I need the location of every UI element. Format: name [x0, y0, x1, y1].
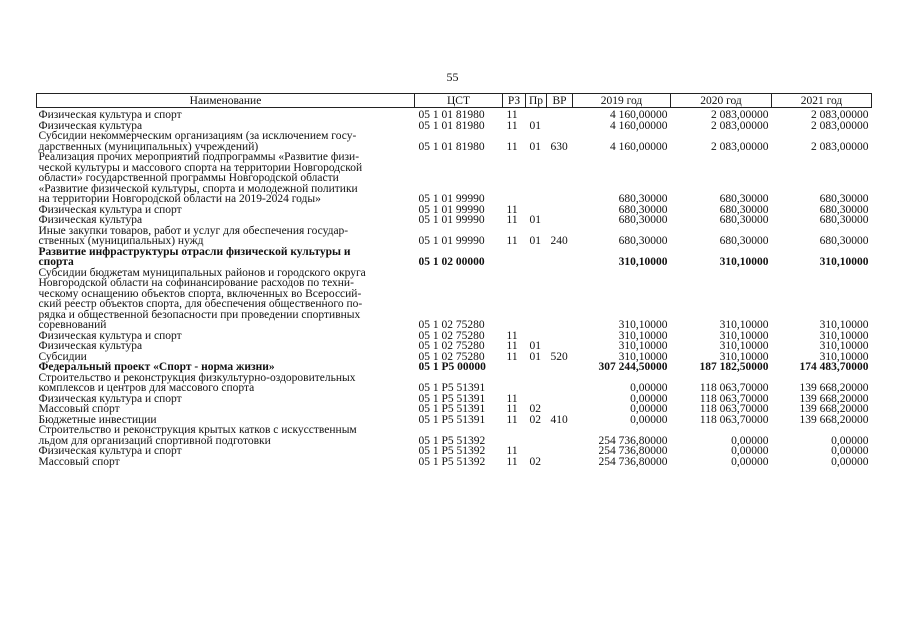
cell-2020: 310,10000 [719, 329, 769, 342]
cell-pr [526, 268, 547, 331]
table-row [37, 404, 872, 415]
header-cst: ЦСТ [415, 94, 503, 108]
cell-2021: 680,30000 [819, 203, 869, 216]
cell-cst: 05 1 01 99990 [418, 214, 485, 226]
cell-rz: 11 [506, 340, 518, 352]
table-row [37, 226, 872, 247]
cell-rz: 11 [506, 392, 518, 405]
table-body [37, 108, 872, 468]
cell-cst: 05 1 P5 51392 [418, 434, 486, 447]
cell-2019: 4 160,00000 [610, 109, 668, 121]
cell-vr [547, 121, 573, 132]
cell-name: Физическая культура и спорт [38, 329, 182, 342]
cell-2021: 2 083,00000 [811, 140, 869, 153]
cell-pr: 02 [529, 455, 541, 468]
table-row [37, 362, 872, 373]
cell-2021: 174 483,70000 [799, 361, 869, 373]
cell-cst: 05 1 P5 51391 [418, 382, 486, 394]
table-row [37, 446, 872, 457]
header-name: Наименование [37, 94, 415, 108]
cell-name: Физическая культура [38, 119, 143, 132]
cell-vr [547, 247, 573, 268]
cell-name: Физическая культура и спорт [38, 445, 182, 457]
cell-vr: 410 [550, 413, 568, 426]
cell-vr [547, 215, 573, 226]
table-row [37, 425, 872, 446]
cell-rz: 11 [506, 119, 518, 132]
cell-2020: 680,30000 [719, 214, 769, 226]
cell-pr [526, 425, 547, 446]
cell-cst: 05 1 P5 51391 [418, 413, 486, 426]
cell-2021: 310,10000 [819, 256, 869, 268]
cell-cst: 05 1 P5 51392 [418, 455, 486, 468]
cell-name: Строительство и реконструкция физкультурно-оздоровительных комплексов и центров для массового спорта [38, 371, 356, 394]
cell-name: Реализация прочих мероприятий подпрограммы «Развитие физи- ческой культуры и массового спорта на территории Новгородской области» государственной программы Новгородской области «Развитие физической культуры, спорта и молодежной политики на территории Новгородской области на 2019-2024 годы» [38, 151, 363, 205]
cell-vr [547, 108, 573, 121]
cell-2020: 680,30000 [719, 235, 769, 247]
header-pr: Пр [526, 94, 547, 108]
cell-pr [526, 373, 547, 394]
cell-rz: 11 [506, 445, 518, 457]
cell-2019: 4 160,00000 [610, 119, 668, 132]
cell-2020: 680,30000 [719, 193, 769, 205]
cell-vr [547, 362, 573, 373]
cell-2020: 0,00000 [731, 455, 769, 468]
cell-cst: 05 1 02 75280 [418, 329, 485, 342]
cell-2020: 2 083,00000 [711, 109, 769, 121]
cell-vr [547, 404, 573, 415]
cell-cst: 05 1 P5 51392 [418, 445, 486, 457]
cell-cst: 05 1 P5 51391 [418, 392, 486, 405]
cell-pr: 01 [529, 140, 541, 153]
cell-vr [547, 373, 573, 394]
cell-name: Массовый спорт [38, 455, 120, 468]
cell-2020: 310,10000 [719, 340, 769, 352]
cell-vr [547, 268, 573, 331]
table-row [37, 373, 872, 394]
cell-2020: 310,10000 [719, 350, 769, 363]
cell-rz [503, 425, 526, 446]
cell-vr [547, 152, 573, 205]
cell-vr: 240 [550, 235, 568, 247]
cell-2021: 139 668,20000 [799, 382, 869, 394]
cell-2020: 680,30000 [719, 203, 769, 216]
table-row [37, 247, 872, 268]
header-2019: 2019 год [573, 94, 671, 108]
cell-rz [503, 268, 526, 331]
cell-name: Физическая культура [38, 214, 143, 226]
cell-rz: 11 [506, 140, 518, 153]
cell-rz [503, 373, 526, 394]
cell-cst: 05 1 02 75280 [418, 350, 485, 363]
cell-cst: 05 1 01 99990 [418, 203, 485, 216]
cell-name: Субсидии бюджетам муниципальных районов и городского округа Новгородской области на софинансирование расходов по техни- ческому оснащению объектов спорта, включенных во Всероссий- ский реестр объектов спорта, для обеспечения общественного по- рядка и общественной безопасности при проведении спортивных соревнований [38, 266, 366, 331]
cell-cst: 05 1 P5 51391 [418, 403, 486, 415]
cell-rz: 11 [506, 350, 518, 363]
cell-2021: 139 668,20000 [799, 403, 869, 415]
cell-cst: 05 1 01 81980 [418, 140, 485, 153]
cell-name: Субсидии некоммерческим организациям (за исключением госу- дарственных (муниципальных) учреждений) [38, 130, 357, 153]
cell-pr: 01 [529, 340, 541, 352]
cell-cst: 05 1 01 81980 [418, 109, 485, 121]
cell-2020: 118 063,70000 [699, 413, 769, 426]
cell-name: Физическая культура [38, 340, 143, 352]
cell-2019: 0,00000 [630, 403, 668, 415]
cell-vr [547, 394, 573, 405]
cell-rz [503, 152, 526, 205]
page-number: 55 [446, 70, 459, 84]
cell-cst: 05 1 02 00000 [418, 256, 485, 268]
cell-2021: 310,10000 [819, 329, 869, 342]
table-row [37, 457, 872, 468]
cell-name: Физическая культура и спорт [38, 203, 182, 216]
table-row [37, 152, 872, 205]
cell-name: Физическая культура и спорт [38, 109, 182, 121]
budget-table [36, 93, 872, 467]
cell-2020: 2 083,00000 [711, 119, 769, 132]
cell-pr [526, 152, 547, 205]
cell-cst: 05 1 01 81980 [418, 119, 485, 132]
cell-vr: 630 [550, 140, 568, 153]
cell-2019: 0,00000 [630, 413, 668, 426]
cell-2020: 0,00000 [731, 434, 769, 447]
cell-2021: 0,00000 [831, 455, 869, 468]
cell-cst: 05 1 02 75280 [418, 319, 485, 331]
cell-pr: 01 [529, 119, 541, 132]
cell-pr: 01 [529, 214, 541, 226]
cell-2021: 2 083,00000 [811, 109, 869, 121]
cell-name: Строительство и реконструкция крытых катков с искусственным льдом для организаций спортивной подготовки [38, 424, 357, 447]
cell-2020: 118 063,70000 [699, 392, 769, 405]
cell-2020: 310,10000 [719, 256, 769, 268]
cell-rz: 11 [506, 455, 518, 468]
cell-2021: 139 668,20000 [799, 413, 869, 426]
cell-rz [503, 247, 526, 268]
cell-name: Развитие инфраструктуры отрасли физической культуры и спорта [38, 245, 351, 268]
cell-vr [547, 425, 573, 446]
cell-2019: 254 736,80000 [598, 445, 668, 457]
table-row [37, 131, 872, 152]
cell-pr: 02 [529, 403, 541, 415]
table-row [37, 108, 872, 121]
cell-name: Федеральный проект «Спорт - норма жизни» [38, 361, 275, 373]
cell-rz: 11 [506, 235, 518, 247]
cell-rz: 11 [506, 203, 518, 216]
cell-2019: 0,00000 [630, 392, 668, 405]
cell-2019: 4 160,00000 [610, 140, 668, 153]
cell-2019: 310,10000 [618, 350, 668, 363]
table-row [37, 215, 872, 226]
cell-pr [526, 247, 547, 268]
cell-2019: 680,30000 [618, 235, 668, 247]
cell-2021: 680,30000 [819, 235, 869, 247]
cell-name: Физическая культура и спорт [38, 392, 182, 405]
cell-2021: 0,00000 [831, 445, 869, 457]
cell-2019: 310,10000 [618, 319, 668, 331]
header-rz: РЗ [503, 94, 526, 108]
cell-2019: 310,10000 [618, 329, 668, 342]
table-header [37, 94, 872, 108]
cell-2021: 2 083,00000 [811, 119, 869, 132]
cell-pr: 01 [529, 235, 541, 247]
cell-vr: 520 [550, 350, 568, 363]
table-row [37, 268, 872, 331]
cell-name: Массовый спорт [38, 403, 120, 415]
cell-2019: 680,30000 [618, 203, 668, 216]
cell-name: Субсидии [38, 350, 87, 363]
cell-2020: 310,10000 [719, 319, 769, 331]
cell-pr [526, 108, 547, 121]
cell-2021: 310,10000 [819, 340, 869, 352]
cell-2019: 254 736,80000 [598, 455, 668, 468]
cell-rz: 11 [506, 413, 518, 426]
cell-2019: 680,30000 [618, 193, 668, 205]
cell-2021: 310,10000 [819, 319, 869, 331]
cell-2021: 0,00000 [831, 434, 869, 447]
cell-vr [547, 457, 573, 468]
cell-2019: 307 244,50000 [598, 361, 668, 373]
table-row [37, 341, 872, 352]
cell-2020: 187 182,50000 [699, 361, 769, 373]
header-2021: 2021 год [772, 94, 872, 108]
cell-cst: 05 1 01 99990 [418, 193, 485, 205]
cell-name: Иные закупки товаров, работ и услуг для обеспечения государ- ственных (муниципальных) нужд [38, 224, 349, 247]
cell-pr: 02 [529, 413, 541, 426]
cell-cst: 05 1 02 75280 [418, 340, 485, 352]
cell-2021: 310,10000 [819, 350, 869, 363]
cell-rz: 11 [506, 403, 518, 415]
cell-2019: 310,10000 [618, 340, 668, 352]
cell-cst: 05 1 01 99990 [418, 235, 485, 247]
cell-name: Бюджетные инвестиции [38, 413, 157, 426]
cell-2019: 254 736,80000 [598, 434, 668, 447]
cell-2021: 680,30000 [819, 214, 869, 226]
cell-pr [526, 446, 547, 457]
cell-2019: 310,10000 [618, 256, 668, 268]
cell-vr [547, 331, 573, 342]
header-2020: 2020 год [671, 94, 772, 108]
cell-2020: 118 063,70000 [699, 382, 769, 394]
cell-vr [547, 341, 573, 352]
cell-2019: 680,30000 [618, 214, 668, 226]
header-vr: ВР [547, 94, 573, 108]
cell-pr: 01 [529, 350, 541, 363]
cell-2020: 118 063,70000 [699, 403, 769, 415]
cell-rz [503, 362, 526, 373]
cell-vr [547, 205, 573, 216]
cell-2019: 0,00000 [630, 382, 668, 394]
cell-2020: 2 083,00000 [711, 140, 769, 153]
cell-rz: 11 [506, 214, 518, 226]
cell-rz: 11 [506, 109, 518, 121]
cell-vr [547, 446, 573, 457]
cell-2021: 139 668,20000 [799, 392, 869, 405]
cell-2021: 680,30000 [819, 193, 869, 205]
cell-pr [526, 362, 547, 373]
cell-cst: 05 1 P5 00000 [418, 361, 486, 373]
cell-2020: 0,00000 [731, 445, 769, 457]
cell-rz: 11 [506, 329, 518, 342]
